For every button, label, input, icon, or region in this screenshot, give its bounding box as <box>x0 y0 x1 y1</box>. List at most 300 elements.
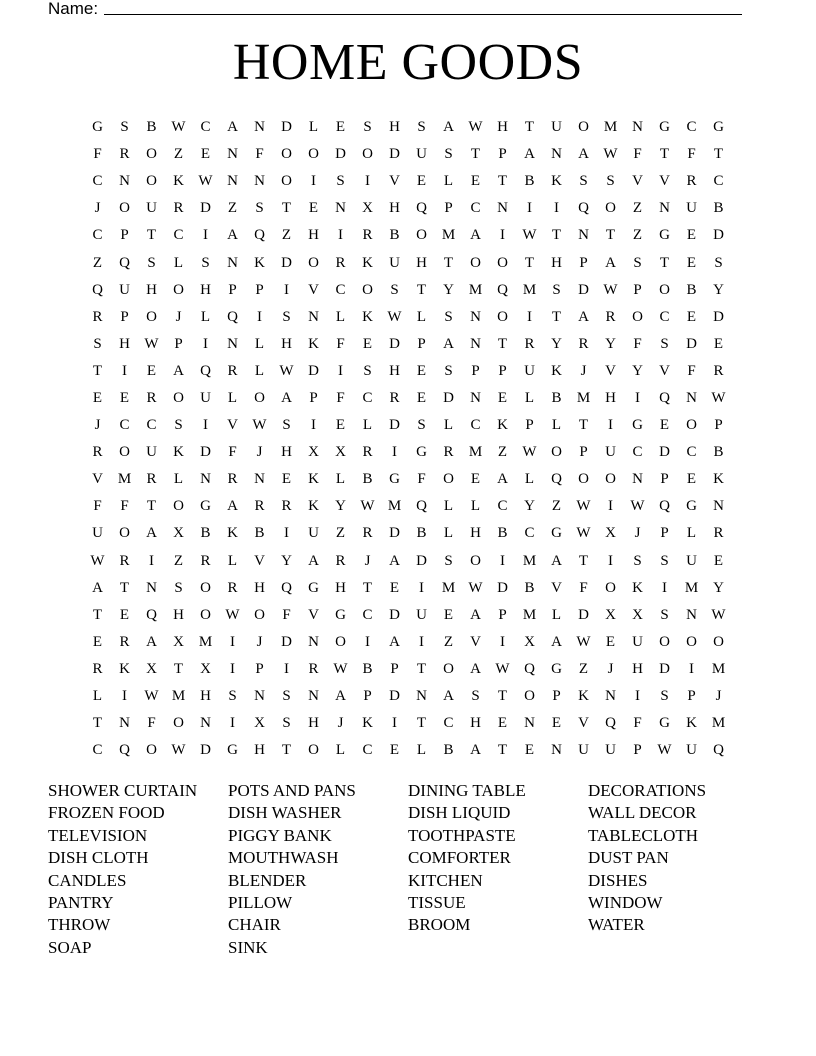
grid-letter: N <box>335 200 346 217</box>
grid-letter: O <box>659 281 670 298</box>
grid-letter: A <box>578 308 589 325</box>
grid-letter: B <box>254 525 265 542</box>
grid-letter: L <box>254 362 265 379</box>
grid-letter: B <box>200 525 211 542</box>
grid-letter: E <box>119 389 130 406</box>
grid-letter: P <box>687 688 696 705</box>
grid-letter: S <box>417 417 426 434</box>
grid-letter: V <box>470 633 481 650</box>
grid-letter: Q <box>254 227 265 244</box>
grid-letter: U <box>686 742 697 759</box>
grid-letter: P <box>498 606 507 623</box>
grid-letter: O <box>362 281 373 298</box>
grid-letter: H <box>416 254 427 271</box>
grid-letter: Z <box>227 200 238 217</box>
grid-letter: E <box>281 471 292 488</box>
grid-letter: Z <box>551 498 562 515</box>
grid-letter: W <box>144 688 159 705</box>
grid-letter: W <box>495 660 510 677</box>
grid-letter: S <box>363 119 372 136</box>
grid-letter: A <box>281 389 292 406</box>
word-list-item: WALL DECOR <box>588 803 697 823</box>
grid-letter: G <box>92 119 103 136</box>
grid-letter: S <box>471 688 480 705</box>
grid-letter: L <box>227 389 238 406</box>
grid-letter: R <box>227 471 238 488</box>
grid-letter: A <box>173 362 184 379</box>
grid-letter: A <box>470 606 481 623</box>
grid-letter: H <box>308 227 319 244</box>
grid-letter: E <box>686 471 697 488</box>
grid-letter: V <box>92 471 103 488</box>
grid-letter: P <box>498 362 507 379</box>
grid-letter: N <box>308 308 319 325</box>
grid-letter: L <box>524 471 535 488</box>
grid-letter: S <box>363 362 372 379</box>
word-list <box>48 780 768 959</box>
grid-letter: T <box>713 146 724 163</box>
grid-letter: Y <box>551 335 562 352</box>
grid-letter: R <box>524 335 535 352</box>
grid-letter: E <box>470 173 481 190</box>
grid-letter: G <box>200 498 211 515</box>
grid-letter: C <box>659 308 670 325</box>
grid-letter: I <box>608 498 613 515</box>
grid-letter: E <box>686 227 697 244</box>
grid-letter: A <box>443 119 454 136</box>
grid-letter: Y <box>443 281 454 298</box>
grid-letter: A <box>470 742 481 759</box>
grid-letter: O <box>119 200 130 217</box>
grid-letter: K <box>173 173 184 190</box>
word-list-item: KITCHEN <box>408 870 483 890</box>
grid-letter: R <box>119 552 130 569</box>
grid-letter: A <box>470 227 481 244</box>
grid-letter: P <box>579 444 588 461</box>
grid-letter: D <box>281 633 292 650</box>
grid-letter: J <box>256 633 263 650</box>
grid-letter: C <box>713 173 724 190</box>
grid-letter: R <box>335 254 346 271</box>
grid-letter: V <box>254 552 265 569</box>
grid-letter: R <box>146 471 157 488</box>
grid-letter: B <box>146 119 157 136</box>
grid-letter: W <box>603 146 618 163</box>
grid-letter: R <box>173 200 184 217</box>
page-title: HOME GOODS <box>232 34 584 91</box>
grid-letter: A <box>227 498 238 515</box>
grid-letter: D <box>200 742 211 759</box>
grid-letter: R <box>146 389 157 406</box>
grid-letter: P <box>579 254 588 271</box>
grid-letter: W <box>90 552 105 569</box>
grid-letter: D <box>713 227 724 244</box>
grid-letter: C <box>200 119 211 136</box>
grid-letter: L <box>335 308 346 325</box>
grid-letter: S <box>633 552 642 569</box>
grid-letter: D <box>308 362 319 379</box>
grid-letter: T <box>578 417 589 434</box>
grid-letter: Q <box>146 606 157 623</box>
grid-letter: S <box>660 552 669 569</box>
grid-letter: S <box>282 417 291 434</box>
grid-letter: I <box>338 227 343 244</box>
grid-letter: C <box>632 444 643 461</box>
grid-letter: A <box>227 119 238 136</box>
grid-letter: R <box>686 173 697 190</box>
grid-letter: B <box>524 579 535 596</box>
grid-letter: A <box>470 660 481 677</box>
grid-letter: H <box>470 525 481 542</box>
grid-letter: H <box>173 606 184 623</box>
grid-letter: E <box>497 715 508 732</box>
grid-letter: B <box>362 660 373 677</box>
grid-letter: S <box>579 173 588 190</box>
grid-letter: A <box>497 471 508 488</box>
grid-letter: I <box>419 579 424 596</box>
grid-letter: M <box>684 579 699 596</box>
grid-letter: D <box>659 660 670 677</box>
grid-letter: B <box>362 471 373 488</box>
grid-letter: K <box>632 579 643 596</box>
grid-letter: D <box>389 146 400 163</box>
grid-letter: K <box>173 444 184 461</box>
grid-letter: P <box>120 308 129 325</box>
grid-letter: S <box>282 688 291 705</box>
grid-letter: R <box>227 579 238 596</box>
grid-letter: P <box>390 660 399 677</box>
grid-letter: T <box>659 146 670 163</box>
grid-letter: K <box>362 308 373 325</box>
grid-letter: X <box>146 660 157 677</box>
grid-letter: Z <box>92 254 103 271</box>
grid-letter: N <box>497 200 508 217</box>
grid-letter: X <box>605 606 616 623</box>
grid-letter: C <box>362 606 373 623</box>
grid-letter: L <box>524 389 535 406</box>
grid-letter: Q <box>605 715 616 732</box>
grid-letter: A <box>146 633 157 650</box>
grid-letter: O <box>605 200 616 217</box>
grid-letter: X <box>335 444 346 461</box>
grid-letter: N <box>659 200 670 217</box>
grid-letter: V <box>308 281 319 298</box>
grid-letter: S <box>444 308 453 325</box>
grid-letter: L <box>470 498 481 515</box>
grid-letter: C <box>92 173 103 190</box>
grid-letter: T <box>146 227 157 244</box>
grid-letter: H <box>551 254 562 271</box>
grid-letter: Q <box>659 389 670 406</box>
grid-letter: I <box>284 660 289 677</box>
word-list-item: TELEVISION <box>48 825 148 845</box>
grid-letter: I <box>230 633 235 650</box>
grid-letter: D <box>497 579 508 596</box>
grid-letter: X <box>200 660 211 677</box>
grid-letter: M <box>711 715 726 732</box>
grid-letter: A <box>389 552 400 569</box>
grid-letter: L <box>686 525 697 542</box>
grid-letter: B <box>713 444 724 461</box>
grid-letter: S <box>444 552 453 569</box>
grid-letter: X <box>362 200 373 217</box>
grid-letter: E <box>362 335 373 352</box>
grid-letter: Q <box>281 579 292 596</box>
grid-letter: R <box>713 525 724 542</box>
grid-letter: E <box>416 362 427 379</box>
grid-letter: K <box>308 335 319 352</box>
grid-letter: T <box>659 254 670 271</box>
grid-letter: B <box>524 173 535 190</box>
grid-letter: U <box>146 444 157 461</box>
grid-letter: N <box>146 579 157 596</box>
grid-letter: I <box>230 715 235 732</box>
grid-letter: M <box>468 444 483 461</box>
grid-letter: O <box>335 633 346 650</box>
grid-letter: X <box>605 525 616 542</box>
grid-letter: I <box>608 552 613 569</box>
grid-letter: C <box>470 200 481 217</box>
grid-letter: X <box>308 444 319 461</box>
grid-letter: S <box>714 254 723 271</box>
grid-letter: K <box>551 173 562 190</box>
grid-letter: Z <box>632 227 643 244</box>
grid-letter: O <box>146 308 157 325</box>
grid-letter: M <box>441 579 456 596</box>
grid-letter: G <box>659 227 670 244</box>
grid-letter: N <box>416 688 427 705</box>
grid-letter: Y <box>713 579 724 596</box>
grid-letter: K <box>497 417 508 434</box>
grid-letter: O <box>308 254 319 271</box>
grid-letter: M <box>522 552 537 569</box>
grid-letter: G <box>308 579 319 596</box>
grid-letter: B <box>443 742 454 759</box>
grid-letter: V <box>605 362 616 379</box>
grid-letter: G <box>551 660 562 677</box>
grid-letter: S <box>174 417 183 434</box>
grid-letter: W <box>711 606 726 623</box>
grid-letter: Z <box>632 200 643 217</box>
grid-letter: L <box>173 471 184 488</box>
grid-letter: Q <box>227 308 238 325</box>
grid-letter: O <box>686 417 697 434</box>
grid-letter: O <box>443 471 454 488</box>
grid-letter: I <box>311 173 316 190</box>
grid-letter: P <box>255 660 264 677</box>
grid-letter: O <box>497 308 508 325</box>
grid-letter: I <box>500 552 505 569</box>
grid-letter: O <box>713 633 724 650</box>
grid-letter: R <box>92 444 103 461</box>
grid-letter: H <box>308 715 319 732</box>
grid-letter: E <box>686 254 697 271</box>
grid-letter: F <box>633 715 642 732</box>
grid-letter: Z <box>173 552 184 569</box>
grid-letter: E <box>659 417 670 434</box>
grid-letter: L <box>443 498 454 515</box>
word-list-item: TABLECLOTH <box>588 825 699 845</box>
name-blank-line <box>104 14 742 15</box>
grid-letter: U <box>92 525 103 542</box>
grid-letter: O <box>578 471 589 488</box>
grid-letter: G <box>659 119 670 136</box>
grid-letter: S <box>228 688 237 705</box>
grid-letter: N <box>200 471 211 488</box>
grid-letter: U <box>551 119 562 136</box>
grid-letter: R <box>362 227 373 244</box>
grid-letter: I <box>365 633 370 650</box>
grid-letter: O <box>281 146 292 163</box>
grid-letter: O <box>173 715 184 732</box>
grid-letter: V <box>659 362 670 379</box>
grid-letter: T <box>362 579 373 596</box>
grid-letter: K <box>119 660 130 677</box>
grid-letter: F <box>120 498 129 515</box>
grid-letter: R <box>227 362 238 379</box>
grid-letter: H <box>497 119 508 136</box>
grid-letter: Y <box>524 498 535 515</box>
grid-letter: N <box>470 389 481 406</box>
word-list-item: BLENDER <box>228 870 307 890</box>
grid-letter: I <box>689 660 694 677</box>
grid-letter: A <box>443 335 454 352</box>
grid-letter: M <box>522 606 537 623</box>
grid-letter: C <box>524 525 535 542</box>
grid-letter: G <box>227 742 238 759</box>
grid-letter: W <box>252 417 267 434</box>
grid-letter: A <box>524 146 535 163</box>
grid-letter: L <box>92 688 103 705</box>
grid-letter: O <box>281 173 292 190</box>
grid-letter: G <box>551 525 562 542</box>
grid-letter: T <box>173 660 184 677</box>
grid-letter: I <box>149 552 154 569</box>
grid-letter: W <box>225 606 240 623</box>
grid-letter: B <box>551 389 562 406</box>
grid-letter: Q <box>92 281 103 298</box>
grid-letter: P <box>714 417 723 434</box>
word-list-item: CANDLES <box>48 870 127 890</box>
word-list-item: PANTRY <box>48 893 114 913</box>
grid-letter: P <box>174 335 183 352</box>
grid-letter: R <box>92 660 103 677</box>
name-label: Name: <box>48 0 99 18</box>
grid-letter: W <box>468 579 483 596</box>
grid-letter: C <box>470 417 481 434</box>
grid-letter: W <box>468 119 483 136</box>
grid-letter: W <box>657 742 672 759</box>
grid-letter: D <box>578 281 589 298</box>
grid-letter: Z <box>578 660 589 677</box>
grid-letter: O <box>200 579 211 596</box>
grid-letter: M <box>576 389 591 406</box>
grid-letter: H <box>389 200 400 217</box>
word-list-column <box>48 780 228 959</box>
grid-letter: S <box>390 281 399 298</box>
grid-letter: N <box>578 227 589 244</box>
grid-letter: U <box>686 552 697 569</box>
grid-letter: O <box>470 552 481 569</box>
grid-letter: A <box>389 633 400 650</box>
grid-letter: T <box>119 579 130 596</box>
grid-letter: X <box>173 525 184 542</box>
grid-letter: Q <box>119 742 130 759</box>
grid-letter: L <box>254 335 265 352</box>
word-list-item: PIGGY BANK <box>228 825 332 845</box>
grid-letter: W <box>630 498 645 515</box>
grid-letter: Q <box>416 200 427 217</box>
word-list-item: DISHES <box>588 870 648 890</box>
grid-letter: L <box>551 417 562 434</box>
grid-letter: I <box>311 417 316 434</box>
grid-letter: R <box>443 444 454 461</box>
grid-letter: I <box>419 633 424 650</box>
grid-letter: E <box>335 417 346 434</box>
grid-letter: U <box>632 633 643 650</box>
grid-letter: U <box>146 200 157 217</box>
grid-letter: U <box>524 362 535 379</box>
grid-letter: F <box>93 146 102 163</box>
grid-letter: M <box>468 281 483 298</box>
grid-letter: D <box>416 552 427 569</box>
grid-letter: K <box>254 254 265 271</box>
grid-letter: Y <box>281 552 292 569</box>
grid-letter: N <box>308 633 319 650</box>
grid-letter: O <box>632 308 643 325</box>
grid-letter: X <box>524 633 535 650</box>
word-list-column <box>408 780 588 959</box>
grid-letter: T <box>551 227 562 244</box>
grid-letter: D <box>281 254 292 271</box>
grid-letter: C <box>686 444 697 461</box>
grid-letter: R <box>605 308 616 325</box>
grid-letter: E <box>524 742 535 759</box>
grid-letter: T <box>416 660 427 677</box>
grid-letter: G <box>416 444 427 461</box>
grid-letter: U <box>389 254 400 271</box>
grid-letter: L <box>200 308 211 325</box>
grid-letter: L <box>335 742 346 759</box>
grid-letter: T <box>281 742 292 759</box>
grid-letter: S <box>444 362 453 379</box>
grid-letter: D <box>713 308 724 325</box>
grid-letter: O <box>659 633 670 650</box>
grid-letter: I <box>257 308 262 325</box>
grid-letter: D <box>389 606 400 623</box>
grid-letter: E <box>551 715 562 732</box>
grid-letter: S <box>660 606 669 623</box>
grid-letter: A <box>146 525 157 542</box>
grid-letter: N <box>119 173 130 190</box>
grid-letter: R <box>119 633 130 650</box>
grid-letter: F <box>93 498 102 515</box>
grid-letter: K <box>713 471 724 488</box>
grid-letter: A <box>308 552 319 569</box>
grid-letter: U <box>200 389 211 406</box>
grid-letter: Q <box>578 200 589 217</box>
grid-letter: I <box>365 173 370 190</box>
word-list-item: MOUTHWASH <box>228 848 339 868</box>
grid-letter: A <box>227 227 238 244</box>
word-list-column <box>588 780 768 959</box>
grid-letter: Q <box>200 362 211 379</box>
grid-letter: E <box>713 552 724 569</box>
grid-letter: T <box>551 308 562 325</box>
grid-letter: H <box>605 389 616 406</box>
grid-letter: N <box>254 119 265 136</box>
grid-letter: Z <box>443 633 454 650</box>
